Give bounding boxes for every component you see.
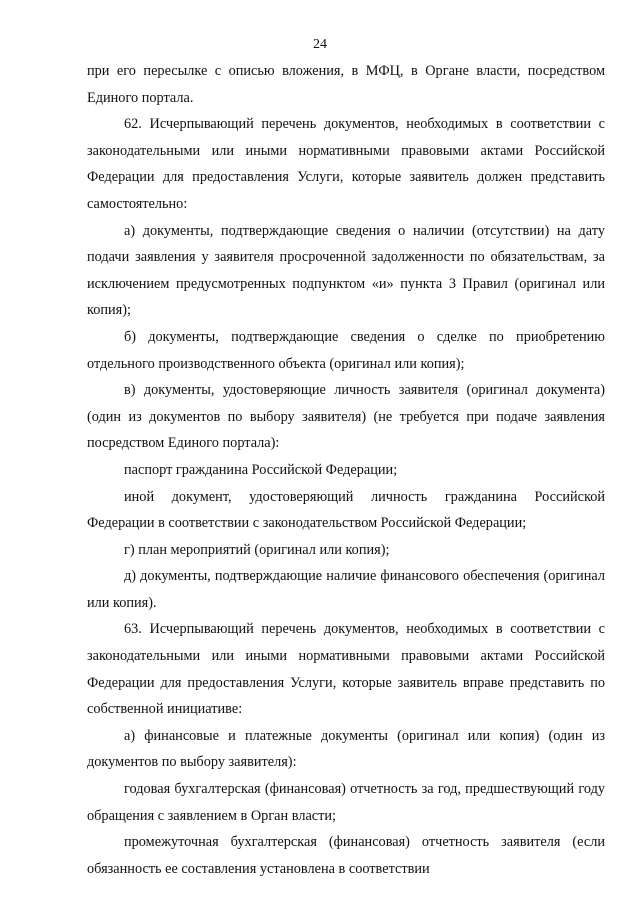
- item-62-a: а) документы, подтверждающие сведения о наличии (отсутствии) на дату подачи заявления у заявителя просроченной задолженности по обязательствам, за исключением предусмотренных подпунктом «и» пункта 3 Правил (оригинал или копия);: [87, 222, 605, 319]
- paragraph-63: 63. Исчерпывающий перечень документов, необходимых в соответствии с законодательными или иными нормативными правовыми актами Российской Федерации для предоставления Услуги, которые заявитель вправе представить по собственной инициативе:: [87, 621, 605, 718]
- paragraph-62: 62. Исчерпывающий перечень документов, необходимых в соответствии с законодательными или иными нормативными правовыми актами Российской Федерации для предоставления Услуги, которые заявитель должен представить самостоятельно:: [87, 116, 605, 212]
- item-62-g: г) план мероприятий (оригинал или копия);: [124, 541, 390, 558]
- sub-item-annual-report: годовая бухгалтерская (финансовая) отчетность за год, предшествующий году обращения с заявлением в Орган власти;: [87, 781, 605, 824]
- item-63-a: а) финансовые и платежные документы (оригинал или копия) (один из документов по выбору заявителя):: [87, 727, 605, 771]
- paragraph-continuation: при его пересылке с описью вложения, в МФЦ, в Органе власти, посредством Единого портала.: [87, 63, 605, 106]
- document-body: [87, 58, 605, 882]
- item-62-d: д) документы, подтверждающие наличие финансового обеспечения (оригинал или копия).: [87, 568, 605, 611]
- sub-item-passport: паспорт гражданина Российской Федерации;: [124, 461, 398, 478]
- page-number: 24: [313, 37, 327, 52]
- sub-item-other-id: иной документ, удостоверяющий личность гражданина Российской Федерации в соответствии с законодательством Российской Федерации;: [87, 488, 605, 532]
- item-62-v: в) документы, удостоверяющие личность заявителя (оригинал документа) (один из документов по выбору заявителя) (не требуется при подаче заявления посредством Единого портала):: [87, 382, 605, 452]
- sub-item-interim-report: промежуточная бухгалтерская (финансовая) отчетность заявителя (если обязанность ее составления установлена в соответствии: [87, 834, 605, 877]
- item-62-b: б) документы, подтверждающие сведения о сделке по приобретению отдельного производственного объекта (оригинал или копия);: [87, 328, 605, 372]
